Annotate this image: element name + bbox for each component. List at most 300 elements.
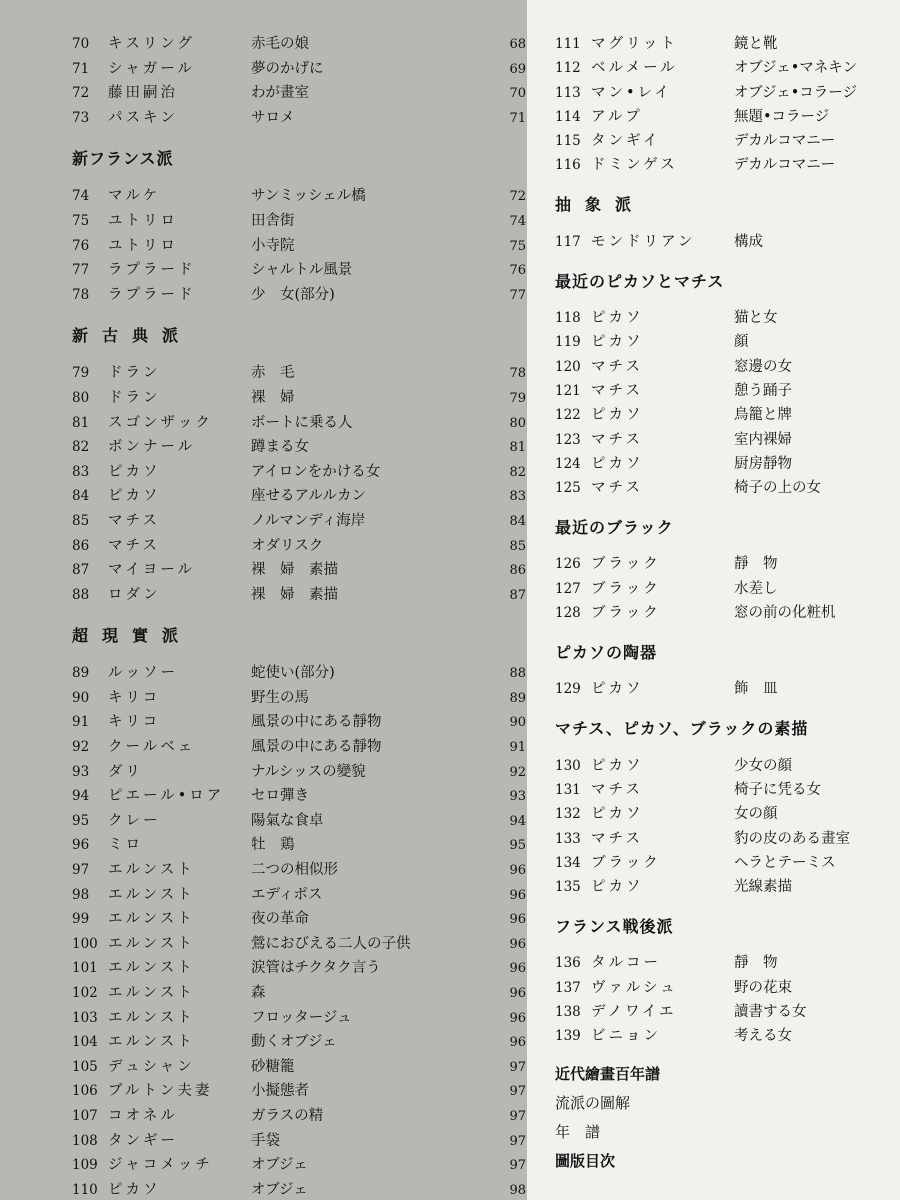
artwork-title: オブジェ•マネキン xyxy=(734,60,858,77)
artist-name: ブラック xyxy=(591,556,661,573)
toc-entry xyxy=(555,951,900,975)
toc-entry xyxy=(72,784,527,809)
plate-number: 129 xyxy=(555,681,581,698)
artist-name: ピカソ xyxy=(591,310,644,327)
toc-entry xyxy=(72,809,527,834)
page-number: 97 xyxy=(509,1084,526,1100)
toc-entry xyxy=(72,234,527,259)
plate-number: 98 xyxy=(72,886,90,903)
plate-number: 113 xyxy=(555,84,581,101)
artist-name: ピカソ xyxy=(108,1181,161,1198)
artist-name: マチス xyxy=(591,781,643,798)
artwork-title: 野生の馬 xyxy=(251,689,309,706)
toc-entry xyxy=(555,428,900,452)
page-number: 87 xyxy=(509,587,526,603)
page-number: 77 xyxy=(509,287,526,303)
plate-number: 124 xyxy=(555,455,581,472)
artwork-title: ガラスの精 xyxy=(251,1107,324,1124)
page-number: 86 xyxy=(509,563,526,579)
artwork-title: ヘラとテーミス xyxy=(734,854,836,871)
artwork-title: オブジェ xyxy=(251,1181,308,1198)
page-number: 68 xyxy=(509,37,526,52)
toc-entry xyxy=(72,661,527,686)
artist-name: タルコー xyxy=(591,955,661,972)
artwork-title: 赤 毛 xyxy=(251,365,295,382)
section-heading: 最近のピカソとマチス xyxy=(555,271,725,291)
artist-name: キリコ xyxy=(108,689,161,706)
artist-name: ピカソ xyxy=(591,806,644,823)
artwork-title: 豹の皮のある畫室 xyxy=(734,830,850,847)
artist-name: 藤田嗣治 xyxy=(108,85,178,102)
artist-name: ジャコメッチ xyxy=(108,1157,213,1174)
artist-name: ブルトン夫妻 xyxy=(108,1083,213,1100)
toc-entry xyxy=(555,1024,900,1048)
artwork-title: デカルコマニー xyxy=(734,133,836,150)
artist-name: キスリング xyxy=(108,36,195,52)
artwork-title: シャルトル風景 xyxy=(251,262,353,279)
toc-entry xyxy=(72,760,527,785)
artist-name: スゴンザック xyxy=(108,414,213,431)
page-number: 81 xyxy=(509,440,526,456)
plate-number: 130 xyxy=(555,757,581,774)
plate-number: 102 xyxy=(72,985,98,1001)
toc-entry xyxy=(72,956,527,981)
section-heading: マチス、ピカソ、ブラックの素描 xyxy=(555,719,809,739)
page-number: 97 xyxy=(509,1108,526,1124)
artist-name: ベルメール xyxy=(591,60,678,77)
artist-name: クレー xyxy=(108,812,161,829)
page-number: 94 xyxy=(509,813,526,829)
toc-entry xyxy=(72,184,527,209)
artwork-title: 鏡と靴 xyxy=(734,36,778,52)
artist-name: マチス xyxy=(591,480,643,497)
toc-entry xyxy=(72,583,527,608)
artist-name: デノワイエ xyxy=(591,1004,677,1021)
appendix-list xyxy=(555,1059,900,1175)
page-number: 88 xyxy=(509,666,526,682)
toc-entry xyxy=(72,1153,527,1178)
artist-name: ラプラード xyxy=(108,286,196,303)
artwork-title: 牡 鶏 xyxy=(251,837,295,854)
artwork-title: デカルコマニー xyxy=(734,157,836,174)
toc-entry xyxy=(555,476,900,500)
page-number: 96 xyxy=(509,961,526,977)
artist-name: マチス xyxy=(108,512,160,529)
plate-number: 87 xyxy=(72,562,90,579)
plate-number: 100 xyxy=(72,935,98,952)
artwork-title: 猫と女 xyxy=(734,310,778,327)
artwork-title: サロメ xyxy=(251,109,295,126)
toc-entry xyxy=(72,735,527,760)
page-number: 96 xyxy=(509,936,526,952)
artwork-title: 窓邊の女 xyxy=(734,358,792,375)
page-number: 96 xyxy=(509,1035,526,1051)
artist-name: ピカソ xyxy=(591,407,644,424)
section-heading: 超現實派 xyxy=(72,625,193,645)
artwork-title: 手袋 xyxy=(251,1132,280,1149)
page-number: 80 xyxy=(509,415,526,431)
artwork-title: 二つの相似形 xyxy=(251,862,338,879)
page-number: 83 xyxy=(509,489,526,505)
page-number: 98 xyxy=(509,1182,526,1198)
toc-entry xyxy=(72,1030,527,1055)
artist-name: ドラン xyxy=(108,389,161,406)
artwork-title: 裸 婦 素描 xyxy=(251,562,338,579)
plate-number: 119 xyxy=(555,334,581,351)
plate-number: 123 xyxy=(555,431,581,448)
plate-number: 80 xyxy=(72,389,90,406)
section-heading: 新古典派 xyxy=(72,325,193,345)
toc-entry xyxy=(72,283,527,308)
artwork-title: 女の顔 xyxy=(734,806,778,823)
artwork-title: 窓の前の化粧机 xyxy=(734,605,836,622)
plate-number: 120 xyxy=(555,358,581,375)
artwork-title: 小寺院 xyxy=(251,237,295,254)
page-number: 96 xyxy=(509,887,526,903)
artist-name: エルンスト xyxy=(108,1034,195,1051)
plate-number: 122 xyxy=(555,407,581,424)
right-column xyxy=(527,0,900,1200)
plate-number: 92 xyxy=(72,739,90,756)
plate-number: 94 xyxy=(72,788,90,805)
plate-number: 79 xyxy=(72,365,90,382)
toc-entry xyxy=(555,802,900,826)
toc-entry xyxy=(555,976,900,1000)
plate-number: 110 xyxy=(72,1181,98,1198)
artist-name: ダリ xyxy=(108,763,143,780)
toc-entry xyxy=(555,105,900,129)
toc-entry xyxy=(72,932,527,957)
artist-name: ロダン xyxy=(108,586,161,603)
plate-number: 85 xyxy=(72,512,90,529)
plate-number: 131 xyxy=(555,781,581,798)
section-heading: ピカソの陶器 xyxy=(555,642,658,662)
plate-number: 107 xyxy=(72,1107,98,1124)
plate-number: 95 xyxy=(72,812,90,829)
artwork-title: 少女の顔 xyxy=(734,757,792,774)
page-number: 71 xyxy=(509,110,526,126)
plate-number: 99 xyxy=(72,911,90,928)
toc-entry xyxy=(72,558,527,583)
artwork-title: オダリスク xyxy=(251,537,324,554)
plate-number: 78 xyxy=(72,286,90,303)
appendix-item: 圖版目次 xyxy=(555,1151,616,1170)
artwork-title: 風景の中にある靜物 xyxy=(251,714,382,731)
page-number: 72 xyxy=(509,189,526,205)
toc-entry xyxy=(72,509,527,534)
page-number: 97 xyxy=(509,1059,526,1075)
plate-number: 117 xyxy=(555,233,581,250)
plate-number: 86 xyxy=(72,537,90,554)
page-number: 89 xyxy=(509,690,526,706)
artist-name: コオネル xyxy=(108,1107,178,1124)
toc-entry xyxy=(72,411,527,436)
plate-number: 82 xyxy=(72,439,90,456)
toc-entry xyxy=(72,710,527,735)
toc-entry xyxy=(555,577,900,601)
section-heading: 新フランス派 xyxy=(72,148,174,168)
toc-entry xyxy=(72,258,527,283)
artist-name: ブラック xyxy=(591,605,661,622)
toc-entry xyxy=(72,484,527,509)
artwork-title: 無題•コラージ xyxy=(734,108,830,125)
toc-entry xyxy=(555,81,900,105)
toc-entry xyxy=(555,330,900,354)
page-number: 96 xyxy=(509,863,526,879)
toc-entry xyxy=(72,386,527,411)
plate-number: 75 xyxy=(72,212,90,229)
plate-number: 126 xyxy=(555,556,581,573)
page-number: 93 xyxy=(509,789,526,805)
plate-number: 106 xyxy=(72,1083,98,1100)
page-number: 78 xyxy=(509,366,526,382)
artwork-title: 憩う踊子 xyxy=(734,382,792,399)
artist-name: キリコ xyxy=(108,714,161,731)
plate-number: 125 xyxy=(555,480,581,497)
page-number: 70 xyxy=(509,86,526,102)
toc-entry xyxy=(555,452,900,476)
toc-entry xyxy=(555,306,900,330)
artwork-title: フロッタージュ xyxy=(251,1009,352,1026)
artist-name: エルンスト xyxy=(108,935,195,952)
artwork-title: 厨房靜物 xyxy=(734,455,792,472)
plate-number: 77 xyxy=(72,262,90,279)
toc-entry xyxy=(555,355,900,379)
plate-number: 115 xyxy=(555,133,581,150)
artwork-title: 少 女(部分) xyxy=(251,286,335,303)
artwork-title: アイロンをかける女 xyxy=(251,463,381,480)
artwork-title: 夢のかげに xyxy=(251,60,324,77)
artwork-title: 森 xyxy=(251,985,266,1001)
artwork-title: 裸 婦 素描 xyxy=(251,586,338,603)
artwork-title: わが畫室 xyxy=(251,85,309,102)
plate-number: 96 xyxy=(72,837,90,854)
plate-number: 132 xyxy=(555,806,581,823)
plate-number: 112 xyxy=(555,60,581,77)
plate-number: 136 xyxy=(555,955,581,972)
page-number: 85 xyxy=(509,538,526,554)
artwork-title: 椅子の上の女 xyxy=(734,480,821,497)
plate-number: 105 xyxy=(72,1058,98,1075)
artist-name: マチス xyxy=(108,537,160,554)
toc-entry xyxy=(72,883,527,908)
toc-entry xyxy=(72,106,527,131)
artist-name: エルンスト xyxy=(108,960,195,977)
artist-name: マチス xyxy=(591,382,643,399)
artwork-title: 水差し xyxy=(734,580,778,597)
plate-number: 70 xyxy=(72,36,90,52)
artist-name: エルンスト xyxy=(108,985,195,1001)
toc-entry xyxy=(72,57,527,82)
artwork-title: 夜の革命 xyxy=(251,911,309,928)
artwork-title: 赤毛の娘 xyxy=(251,36,309,52)
artwork-title: オブジェ xyxy=(251,1157,308,1174)
artwork-title: ナルシッスの變貌 xyxy=(251,763,366,780)
toc-entry xyxy=(72,833,527,858)
artist-name: マチス xyxy=(591,431,643,448)
artist-name: タンギイ xyxy=(591,133,661,150)
artwork-title: セロ彈き xyxy=(251,788,309,805)
appendix-item: 近代繪畫百年譜 xyxy=(555,1064,661,1083)
toc-entry xyxy=(555,677,900,701)
plate-number: 89 xyxy=(72,665,90,682)
artist-name: アルプ xyxy=(591,108,643,125)
artist-name: マルケ xyxy=(108,188,161,205)
page-number: 84 xyxy=(509,513,526,529)
plate-number: 109 xyxy=(72,1157,98,1174)
plate-number: 81 xyxy=(72,414,90,431)
plate-number: 74 xyxy=(72,188,90,205)
plate-number: 114 xyxy=(555,108,581,125)
artwork-title: 涙管はチクタク言う xyxy=(251,960,381,977)
artwork-title: 砂糖籠 xyxy=(251,1058,295,1075)
artwork-title: 室内裸婦 xyxy=(734,431,792,448)
page-number: 95 xyxy=(509,838,526,854)
artwork-title: 野の花束 xyxy=(734,979,792,996)
artist-name: ブラック xyxy=(591,580,661,597)
toc-entry xyxy=(555,230,900,254)
toc-entry xyxy=(72,1178,527,1202)
plate-number: 133 xyxy=(555,830,581,847)
page-number: 75 xyxy=(509,238,526,254)
plate-number: 111 xyxy=(555,36,581,52)
plate-number: 104 xyxy=(72,1034,98,1051)
artwork-title: 小擬態者 xyxy=(251,1083,309,1100)
toc-entry xyxy=(555,778,900,802)
artwork-title: 靜 物 xyxy=(734,955,778,972)
toc-entry xyxy=(72,81,527,106)
toc-entry xyxy=(72,534,527,559)
artwork-title: 蹲まる女 xyxy=(251,439,309,456)
plate-number: 101 xyxy=(72,960,98,977)
toc-entry xyxy=(555,32,900,56)
artist-name: ドミンゲス xyxy=(591,157,678,174)
page-number: 96 xyxy=(509,986,526,1001)
appendix-item: 年 譜 xyxy=(555,1122,601,1141)
artist-name: ボンナール xyxy=(108,439,196,456)
toc-entry xyxy=(72,1129,527,1154)
artist-name: タンギー xyxy=(108,1132,178,1149)
artwork-title: ノルマンディ海岸 xyxy=(251,512,366,529)
page-number: 90 xyxy=(509,715,526,731)
plate-number: 76 xyxy=(72,237,90,254)
artwork-title: 光線素描 xyxy=(734,879,792,896)
artist-name: ビニョン xyxy=(591,1028,661,1045)
artist-name: エルンスト xyxy=(108,911,195,928)
artist-name: ブラック xyxy=(591,854,661,871)
toc-entry xyxy=(555,552,900,576)
artist-name: マグリット xyxy=(591,36,678,52)
artist-name: エルンスト xyxy=(108,886,195,903)
plate-number: 97 xyxy=(72,862,90,879)
page-number: 91 xyxy=(509,740,526,756)
toc-entry xyxy=(72,1079,527,1104)
artist-name: デュシャン xyxy=(108,1058,195,1075)
toc-entry xyxy=(555,827,900,851)
toc-entry xyxy=(72,686,527,711)
artist-name: ユトリロ xyxy=(108,237,178,254)
page-number: 97 xyxy=(509,1158,526,1174)
page-number: 74 xyxy=(509,213,526,229)
artist-name: ピカソ xyxy=(591,455,644,472)
artist-name: ピカソ xyxy=(591,334,644,351)
artwork-title: 鶯におびえる二人の子供 xyxy=(251,935,411,952)
artwork-title: 飾 皿 xyxy=(734,681,778,698)
plate-number: 73 xyxy=(72,109,90,126)
toc-entry xyxy=(555,129,900,153)
artwork-title: 裸 婦 xyxy=(251,389,295,406)
plate-number: 127 xyxy=(555,580,581,597)
artwork-title: ボートに乗る人 xyxy=(251,414,353,431)
artist-name: パスキン xyxy=(108,109,178,126)
artwork-title: 構成 xyxy=(734,233,763,250)
toc-entry xyxy=(555,379,900,403)
plate-number: 93 xyxy=(72,763,90,780)
plate-number: 116 xyxy=(555,157,581,174)
plate-number: 134 xyxy=(555,854,581,871)
plate-number: 88 xyxy=(72,586,90,603)
plate-number: 90 xyxy=(72,689,90,706)
page-number: 82 xyxy=(509,464,526,480)
artwork-title: 陽氣な食卓 xyxy=(251,812,324,829)
artist-name: マン•レイ xyxy=(591,84,672,101)
artist-name: ルッソー xyxy=(108,665,178,682)
toc-entry xyxy=(555,403,900,427)
artwork-title: 讀書する女 xyxy=(734,1004,807,1021)
page-number: 96 xyxy=(509,1010,526,1026)
artwork-title: エディポス xyxy=(251,886,323,903)
artist-name: シャガール xyxy=(108,60,195,77)
toc-entry xyxy=(72,361,527,386)
artist-name: ピカソ xyxy=(591,879,644,896)
plate-number: 91 xyxy=(72,714,90,731)
toc-entry xyxy=(555,601,900,625)
plate-number: 128 xyxy=(555,605,581,622)
artist-name: ミロ xyxy=(108,837,143,854)
artwork-title: 椅子に凭る女 xyxy=(734,781,821,798)
artist-name: ピカソ xyxy=(591,757,644,774)
toc-entry xyxy=(555,1000,900,1024)
artwork-title: 顔 xyxy=(734,334,749,351)
artwork-title: 蛇使い(部分) xyxy=(251,665,335,682)
artwork-title: 靜 物 xyxy=(734,556,778,573)
artist-name: マイヨール xyxy=(108,562,195,579)
page-number: 97 xyxy=(509,1133,526,1149)
toc-entry xyxy=(555,875,900,899)
artist-name: エルンスト xyxy=(108,862,195,879)
section-heading: 最近のブラック xyxy=(555,517,674,537)
artwork-title: サンミッシェル橋 xyxy=(251,188,366,205)
page-number: 79 xyxy=(509,390,526,406)
toc-entry xyxy=(72,209,527,234)
toc-entry xyxy=(72,32,527,57)
page-number: 69 xyxy=(509,61,526,77)
artist-name: ドラン xyxy=(108,365,161,382)
toc-entry xyxy=(72,981,527,1006)
toc-entry xyxy=(72,1104,527,1129)
plate-number: 137 xyxy=(555,979,581,996)
plate-number: 108 xyxy=(72,1132,98,1149)
artist-name: ピエール•ロア xyxy=(108,788,225,805)
artwork-title: 座せるアルルカン xyxy=(251,488,367,505)
appendix-item: 流派の圖解 xyxy=(555,1093,631,1112)
plate-number: 121 xyxy=(555,382,581,399)
plate-number: 84 xyxy=(72,488,90,505)
artwork-title: 風景の中にある靜物 xyxy=(251,739,382,756)
toc-entry xyxy=(72,1055,527,1080)
page-number: 76 xyxy=(509,263,526,279)
page-number: 96 xyxy=(509,912,526,928)
